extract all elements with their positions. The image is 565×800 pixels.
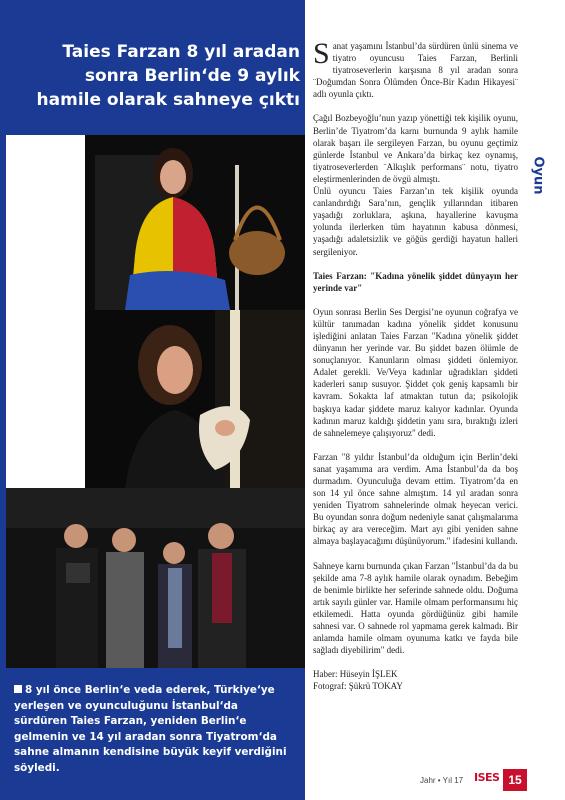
photo-group — [6, 488, 305, 668]
article-paragraph: Çağıl Bozbeyoğlu’nun yazıp yönettiği tek kişilik oyunu, Berlin’de Tiyatrom’da karnı burnunda 9 aylık hamile olarak başarı ile sergileyen Farzan, bu oyunu geçtimiz günlerde İstanbul ve Ankara’da birkaç kez oynamış, tiyatroseverlerden ¨Alkışlık performans¨ notu, tiyatro eleştirmenlerinden de övgü almıştı. — [313, 113, 518, 184]
photo-actress-stage — [85, 135, 305, 310]
article-paragraph: Farzan "8 yıldır İstanbul’da olduğum için Berlin’deki sanat yaşamıma ara verdim. Ama İstanbul’da da boş durmadım. Oyunculuğa devam ettim. Tiyatrom’da en son 14 yıl önce sahne almıştım. 14 yıl aradan sonra yeniden Tiyatrom sahnelerinde olmak heyecan verici. Bu oyundan sonra doğum nedeniyle sanat çalışmalarıma birkaç ay ara vereceğim. Mart ayı gibi yeniden sahne almaya başlayacağımı düşünüyorum." ifadesini kullandı. — [313, 451, 518, 547]
issue-label: Jahr • Yıl 17 — [420, 776, 464, 785]
magazine-logo: ISES — [474, 771, 500, 784]
article-subhead: Taies Farzan: "Kadına yönelik şiddet dünyayın her yerinde var" — [313, 270, 518, 293]
article-body — [313, 37, 518, 693]
section-label-text: Oyun — [530, 156, 546, 195]
article-headline: Taies Farzan 8 yıl aradan sonra Berlin‘de 9 aylık hamile olarak sahneye çıktı — [36, 42, 300, 110]
photo-caption-text: 8 yıl önce Berlin‘e veda ederek, Türkiye‘ye yerleşen ve oyunculuğunu İstanbul‘da sürdüren Taies Farzan, yeniden Berlin‘e gelmenin ve 14 yıl aradan sonra Tiyatrom‘da sahne almanın kendisine büyük keyif verdiğini söyledi. — [14, 684, 287, 774]
dropcap: S — [313, 37, 330, 70]
photo-actress-cloth — [85, 310, 305, 488]
article-paragraph: Ünlü oyuncu Taies Farzan’ın tek kişilik oyunda canlandırdığı Sara’nın, gençlik yıllarından itibaren yaşadığı zorluklara, aşkına, hayallerine kavuşma yolunda ilerlerken tüm hayatının kabusa dönmesi, yaşadığı adaletsizlik ve göğüs gerdiği hayatun halleri sergileniyor. — [313, 186, 518, 257]
bullet-square-icon — [14, 685, 22, 693]
credit-photo: Fotograf: Şükrü TOKAY — [313, 681, 403, 692]
page-number: 15 — [503, 769, 527, 791]
article-lead — [313, 37, 518, 100]
credit-news: Haber: Hüseyin İŞLEK — [313, 669, 398, 680]
section-label — [529, 150, 559, 210]
article-paragraph: Sahneye karnı burnunda çıkan Farzan "İstanbul’da da bu şekilde ama 7-8 aylık hamile olarak oynadım. Bebeğim de benimle birlikte her seferinde sahnede oldu. Doğuma artık sayılı günler var. Hamile olmam performansımı hiç etkilemedi. Hatta oyunda gördüğünüz gibi hamile sahnesi var. O sahnede rol yapmama gerek kalmadı. Bir anlamda hamile olmam oyunuma katkı ve fayda bile sağladı diyebilirim" dedi. — [313, 560, 518, 656]
article-lead-text: anat yaşamını İstanbul’da sürdüren ünlü sinema ve tiyatro oyuncusu Taies Farzan, Berlinli tiyatroseverlerin karşısına 8 yıl aradan sonra ¨Doğumdan Sonra Ölümden Önce-Bir Kadın Hikayesi¨ adlı oyunla çıktı. — [313, 41, 518, 100]
article-paragraph: Oyun sonrası Berlin Ses Dergisi’ne oyunun coğrafya ve kültür tanımadan kadına yönelik şiddet konusunu işlediğini anlatan Taies Farzan "Kadına yönelik şiddet dünyanın her yerinde var. Bu şiddet bazen ölümle de sonuçlanıyor. Kanunların olması şiddeti önlemiyor. Adalet gerekli. Ve/Veya kadınlar uğradıkları şiddeti kaderleri sanıp susuyor. Şiddet çok geniş kapsamlı bir kavram. Sokakta laf atmaktan tutun da; psikolojik başkıya kadar şiddete maruz kalıyor kadınlar. Oyunda kadının maruz kaldığı şiddetin yanı sıra, bıraktığı izleri de sahnelemeye çalışıyoruz" dedi. — [313, 306, 518, 438]
photo-caption — [14, 683, 292, 776]
